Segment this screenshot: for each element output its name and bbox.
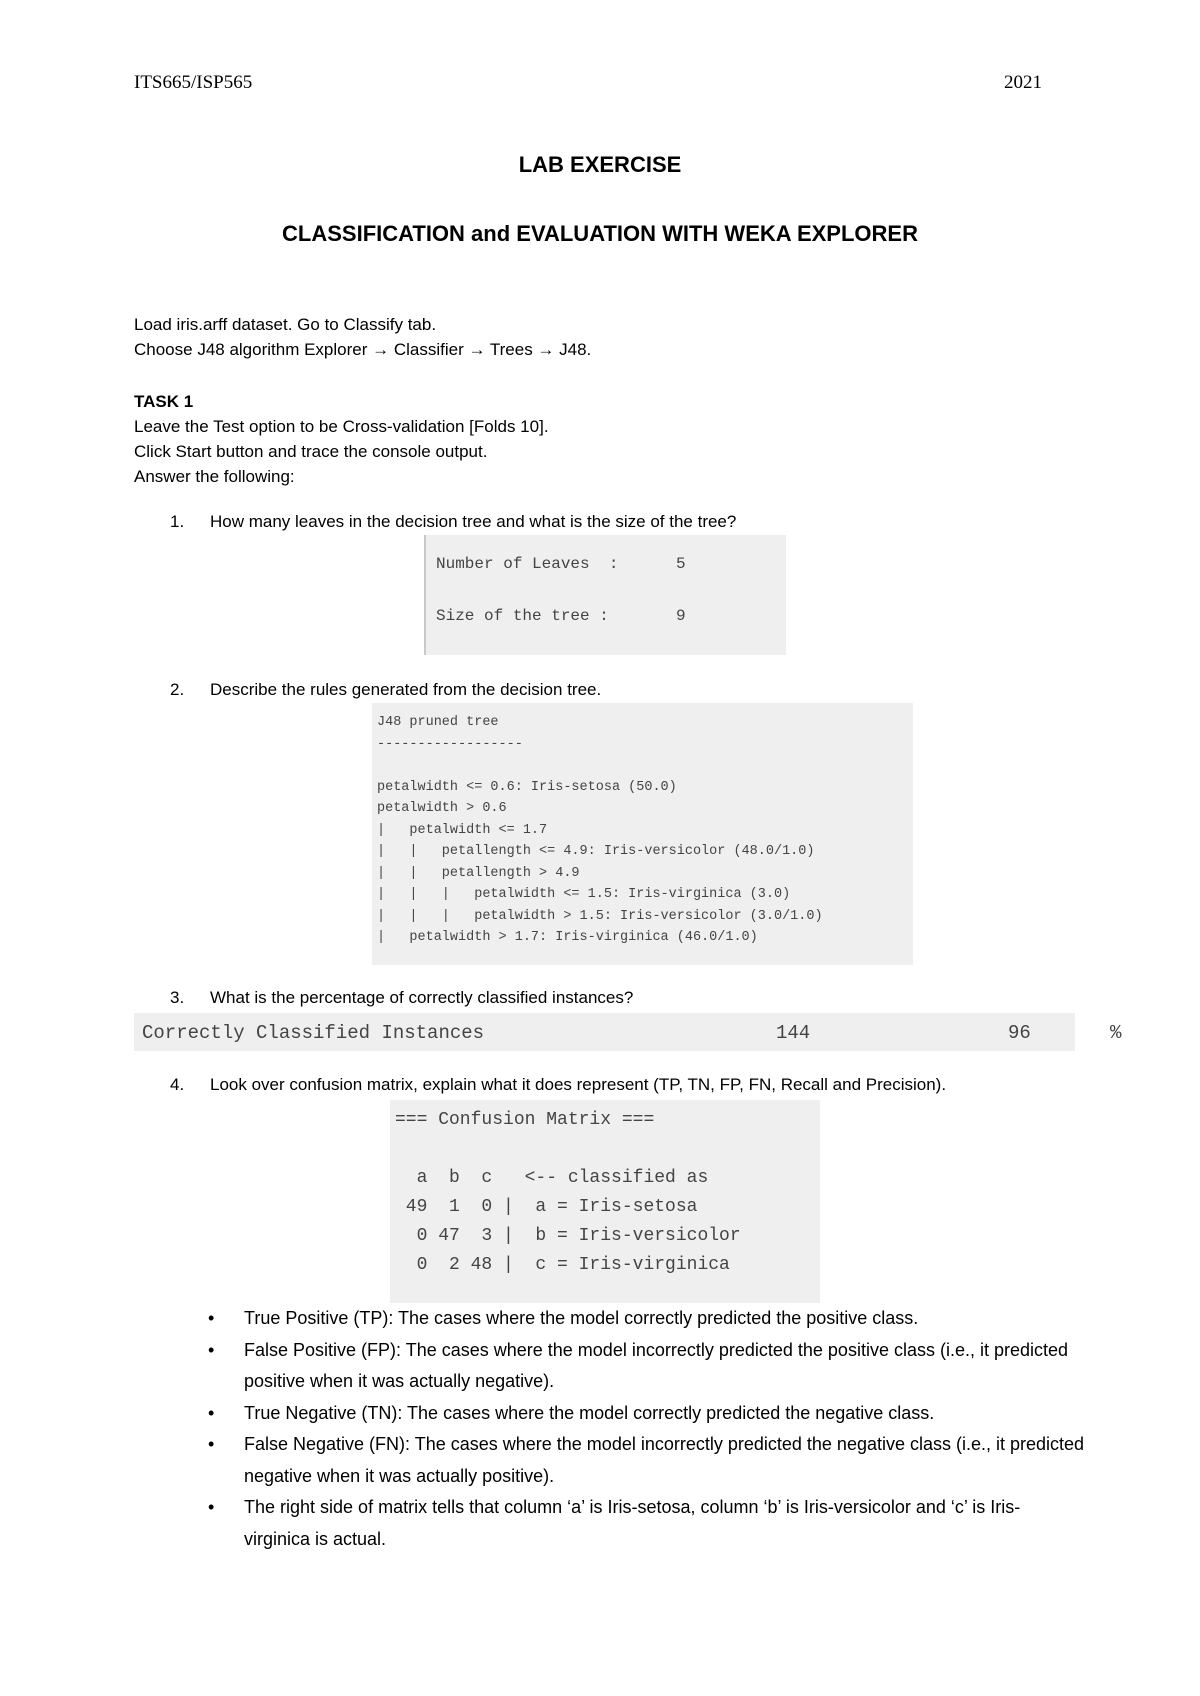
bullet-icon: • xyxy=(208,1434,215,1454)
matrix-line: 0 2 48 | c = Iris-virginica xyxy=(395,1255,730,1275)
correct-count: 144 xyxy=(776,1022,811,1044)
task-block xyxy=(134,389,549,489)
question-text: Look over confusion matrix, explain what it does represent (TP, TN, FP, FN, Recall and Precision). xyxy=(210,1075,947,1094)
list-item xyxy=(206,1429,1086,1492)
confusion-matrix-box xyxy=(390,1100,820,1303)
matrix-line: === Confusion Matrix === xyxy=(395,1110,655,1130)
tree-line: J48 pruned tree xyxy=(377,715,499,730)
question-4 xyxy=(170,1075,946,1095)
correct-instances-box xyxy=(134,1013,1122,1051)
percent-unit: % xyxy=(1110,1022,1122,1044)
list-item xyxy=(206,1335,1086,1398)
matrix-line xyxy=(390,1135,820,1164)
definitions-list xyxy=(206,1303,1086,1555)
bullet-icon: • xyxy=(208,1339,215,1360)
task-line: Click Start button and trace the console output. xyxy=(134,442,488,461)
matrix-line: 0 47 3 | b = Iris-versicolor xyxy=(395,1226,741,1246)
task-line: Leave the Test option to be Cross-validation [Folds 10]. xyxy=(134,417,549,436)
bullet-icon: • xyxy=(208,1497,215,1517)
question-2 xyxy=(170,680,601,700)
question-3 xyxy=(170,988,633,1008)
tree-output-box xyxy=(372,703,913,965)
tree-line: | | | petalwidth <= 1.5: Iris-virginica (3.0) xyxy=(377,887,791,902)
correct-label: Correctly Classified Instances xyxy=(142,1022,485,1044)
matrix-line: 49 1 0 | a = Iris-setosa xyxy=(395,1197,698,1217)
question-1 xyxy=(170,512,736,532)
task-line: Answer the following: xyxy=(134,467,295,486)
bullet-icon: • xyxy=(208,1402,215,1423)
question-text: Describe the rules generated from the decision tree. xyxy=(210,680,602,699)
tree-size-line: Size of the tree : 9 xyxy=(436,607,686,625)
question-number: 3. xyxy=(170,988,185,1007)
definition-text: False Negative (FN): The cases where the model incorrectly predicted the negative class (i.e., it predicted negative when it was actually positive). xyxy=(244,1434,1085,1486)
tree-line: | | petallength > 4.9 xyxy=(377,865,580,881)
intro-block xyxy=(134,312,591,362)
definition-text: False Positive (FP): The cases where the model incorrectly predicted the positive class (i.e., it predicted positive when it was actually negative). xyxy=(244,1339,1069,1391)
page-subtitle: CLASSIFICATION and EVALUATION WITH WEKA EXPLORER xyxy=(282,221,918,246)
bullet-icon: • xyxy=(208,1308,215,1328)
year: 2021 xyxy=(1004,72,1042,93)
tree-line: petalwidth <= 0.6: Iris-setosa (50.0) xyxy=(377,779,677,795)
page-title: LAB EXERCISE xyxy=(518,152,682,177)
definition-text: True Negative (TN): The cases where the model correctly predicted the negative class. xyxy=(244,1402,935,1423)
course-code: ITS665/ISP565 xyxy=(134,72,253,93)
definition-text: The right side of matrix tells that column ‘a’ is Iris-setosa, column ‘b’ is Iris-versicolor and ‘c’ is Iris-virginica is actual. xyxy=(244,1497,1021,1549)
leaves-output-box xyxy=(424,535,786,655)
question-number: 2. xyxy=(170,680,185,699)
question-number: 4. xyxy=(170,1075,185,1094)
tree-line: | petalwidth <= 1.7 xyxy=(377,822,548,838)
definition-text: True Positive (TP): The cases where the model correctly predicted the positive class. xyxy=(244,1308,919,1328)
question-number: 1. xyxy=(170,512,185,531)
list-item xyxy=(206,1398,1086,1430)
task-heading: TASK 1 xyxy=(134,392,194,411)
tree-line: ------------------ xyxy=(377,736,523,752)
question-text: What is the percentage of correctly classified instances? xyxy=(210,988,634,1007)
correct-percent: 96 xyxy=(1008,1022,1031,1044)
intro-line: Load iris.arff dataset. Go to Classify tab. xyxy=(134,315,437,334)
list-item xyxy=(206,1303,1086,1335)
list-item xyxy=(206,1492,1086,1555)
tree-line: | | petallength <= 4.9: Iris-versicolor (48.0/1.0) xyxy=(377,844,815,859)
tree-line: | | | petalwidth > 1.5: Iris-versicolor (3.0/1.0) xyxy=(377,908,823,924)
matrix-line: a b c <-- classified as xyxy=(395,1168,709,1188)
tree-line: petalwidth > 0.6 xyxy=(377,801,507,816)
tree-line: | petalwidth > 1.7: Iris-virginica (46.0/1.0) xyxy=(377,930,758,945)
tree-line xyxy=(372,755,913,777)
intro-line: Choose J48 algorithm Explorer → Classifier → Trees → J48. xyxy=(134,340,592,359)
leaves-line: Number of Leaves : 5 xyxy=(436,555,686,573)
question-text: How many leaves in the decision tree and what is the size of the tree? xyxy=(210,512,737,531)
